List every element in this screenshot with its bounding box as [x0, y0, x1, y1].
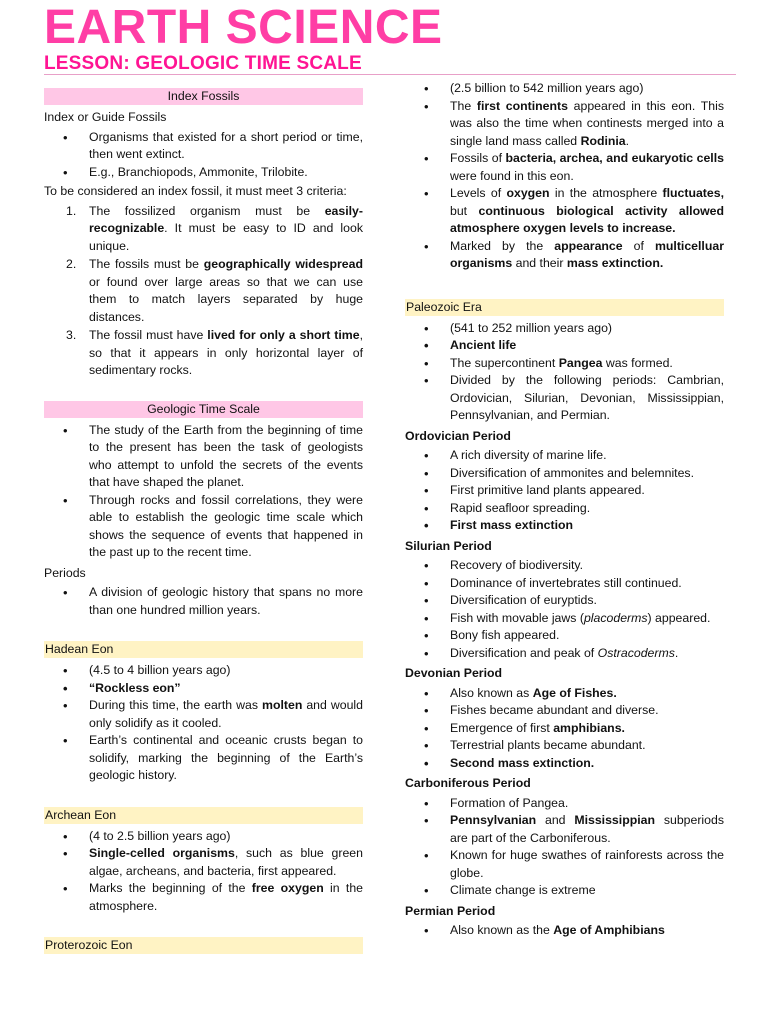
list-item: • E.g., Branchiopods, Ammonite, Trilobite. [44, 164, 363, 182]
bold-span: geographically widespread [203, 257, 363, 271]
list-item: • Recovery of biodiversity. [405, 557, 724, 575]
bold-span: Pennsylvanian [450, 813, 537, 827]
permian-list [405, 922, 724, 940]
bold-span: Pangea [558, 355, 603, 370]
text-span: The supercontinent [450, 355, 559, 370]
bold-span: Rodinia [580, 133, 626, 148]
list-item: • Through rocks and fossil correlations, they were able to establish the geologic time scale which shows the sequence of events that happened in the past up to the recent time. [44, 492, 363, 562]
ordovician-list [405, 447, 724, 535]
devonian-list [405, 685, 724, 773]
text-span: Also known as [450, 685, 533, 700]
list-number: 1. [66, 203, 77, 218]
bold-span: fluctuates, [662, 186, 724, 200]
list-item [44, 880, 363, 915]
bold-span: continuous biological activity allowed atmosphere oxygen levels to increase. [450, 203, 725, 235]
list-item: • Known for huge swathes of rainforests across the globe. [405, 847, 724, 882]
gts-list [44, 422, 363, 562]
list-item: • (2.5 billion to 542 million years ago) [405, 80, 724, 98]
archean-eon-bar: Archean Eon [44, 807, 363, 824]
proterozoic-eon-bar: Proterozoic Eon [44, 937, 363, 954]
geologic-time-scale-bar: Geologic Time Scale [44, 401, 363, 418]
list-item: • Formation of Pangea. [405, 795, 724, 813]
bold-span: free oxygen [251, 881, 324, 895]
carboniferous-heading: Carboniferous Period [405, 776, 531, 790]
carboniferous-list [405, 795, 724, 900]
text-span: , so that it appears in only horizontal layer of sedimentary rocks. [89, 328, 363, 377]
hadean-list [44, 662, 363, 785]
italic-span: Ostracoderms [597, 645, 675, 660]
text-span: , such as blue green algae, archeans, and bacteria, first appeared. [89, 846, 363, 878]
list-item [405, 720, 724, 738]
bold-span: molten [262, 698, 303, 712]
bold-span: Age of Fishes. [532, 685, 617, 700]
bold-span: easily-recognizable [89, 203, 363, 235]
list-item: • Diversification of euryptids. [405, 592, 724, 610]
text-span: Marked by the [450, 238, 555, 253]
list-item: • Rapid seafloor spreading. [405, 500, 724, 518]
lesson-subtitle: LESSON: GEOLOGIC TIME SCALE [44, 53, 362, 74]
list-item [405, 922, 724, 940]
text-span: Also known as the [450, 923, 554, 937]
text-span: The [450, 98, 477, 113]
document-header [44, 2, 443, 74]
list-item [405, 150, 724, 185]
ordovician-heading: Ordovician Period [405, 428, 511, 443]
list-item [405, 645, 724, 663]
list-item: • A division of geologic history that spans no more than one hundred million years. [44, 584, 363, 619]
right-column [405, 80, 724, 942]
text-span: subperiods are part of the Carboniferous. [450, 813, 724, 845]
text-span: ) appeared. [647, 610, 711, 625]
list-item: • A rich diversity of marine life. [405, 447, 724, 465]
list-item: • Dominance of invertebrates still continued. [405, 575, 724, 593]
index-fossils-heading: Index or Guide Fossils [44, 110, 167, 124]
list-item: • Divided by the following periods: Cambrian, Ordovician, Silurian, Devonian, Mississippian, Pennsylvanian, and Permian. [405, 372, 724, 425]
text-span: The fossils must be [89, 257, 204, 271]
text-span: Fossils of [450, 151, 506, 165]
text-span: Marks the beginning of the [89, 881, 252, 895]
text-span: Emergence of first [450, 720, 554, 735]
list-item [405, 610, 724, 628]
criteria-list [44, 203, 363, 380]
list-item: • (4.5 to 4 billion years ago) [44, 662, 363, 680]
list-item [44, 697, 363, 732]
list-item [405, 238, 724, 273]
silurian-heading: Silurian Period [405, 538, 492, 553]
index-fossils-bar: Index Fossils [44, 88, 363, 105]
text-span: and their [512, 256, 567, 270]
list-item: • Ancient life [405, 337, 724, 355]
list-item: • First primitive land plants appeared. [405, 482, 724, 500]
text-span: Levels of [450, 186, 507, 200]
bold-span: multicelluar organisms [450, 238, 724, 270]
list-item: • Earth’s continental and oceanic crusts began to solidify, marking the beginning of the Earth’s geologic history. [44, 732, 363, 785]
list-item: • (4 to 2.5 billion years ago) [44, 828, 363, 846]
list-item: • Second mass extinction. [405, 755, 724, 773]
bold-span: first continents [476, 98, 568, 113]
list-item [44, 256, 363, 326]
list-item [44, 845, 363, 880]
left-column [44, 86, 363, 958]
list-item: • Diversification of ammonites and belemnites. [405, 465, 724, 483]
proterozoic-list [405, 80, 724, 273]
bold-span: mass extinction. [566, 256, 664, 270]
text-span: The fossilized organism must be [89, 203, 325, 218]
bold-span: lived for only a short time [207, 328, 360, 342]
text-span: Diversification and peak of [450, 645, 598, 660]
list-item: • Climate change is extreme [405, 882, 724, 900]
list-item: • First mass extinction [405, 517, 724, 535]
list-item [405, 685, 724, 703]
criteria-intro: To be considered an index fossil, it must meet 3 criteria: [44, 184, 347, 198]
list-item [44, 327, 363, 380]
bold-span: Single-celled organisms [89, 846, 235, 860]
text-span: were found in this eon. [450, 168, 574, 183]
bold-span: oxygen [506, 186, 550, 200]
periods-list [44, 584, 363, 619]
page-title: EARTH SCIENCE [44, 1, 443, 54]
list-item [405, 185, 724, 238]
paleozoic-era-bar: Paleozoic Era [405, 299, 724, 316]
bold-span: bacteria, archea, and eukaryotic cells [505, 151, 724, 165]
text-span: Fish with movable jaws ( [450, 610, 584, 625]
text-span: The fossil must have [89, 328, 208, 342]
periods-heading: Periods [44, 565, 86, 580]
list-item: • Fishes became abundant and diverse. [405, 702, 724, 720]
list-number: 3. [66, 328, 77, 342]
text-span: and [536, 813, 575, 827]
text-span: in the atmosphere. [89, 881, 363, 913]
silurian-list [405, 557, 724, 662]
devonian-heading: Devonian Period [405, 666, 503, 680]
list-item [405, 812, 724, 847]
text-span: During this time, the earth was [89, 698, 263, 712]
bold-span: Age of Amphibians [553, 923, 665, 937]
list-item: • Organisms that existed for a short period or time, then went extinct. [44, 129, 363, 164]
text-span: . [625, 133, 630, 148]
list-item [405, 355, 724, 373]
list-number: 2. [66, 257, 77, 271]
header-divider [44, 74, 736, 75]
permian-heading: Permian Period [405, 903, 496, 918]
bold-span: appearance [554, 238, 623, 253]
text-span: in the atmosphere [549, 186, 663, 200]
bold-span: Mississippian [574, 813, 655, 827]
list-item [44, 203, 363, 256]
text-span: or found over large areas so that we can use them to match layers separated by huge distances. [89, 274, 363, 324]
text-span: appeared in this eon. This was also the time when continests merged into a single land mass called [450, 98, 724, 148]
text-span: . [674, 645, 679, 660]
text-span: was formed. [602, 355, 673, 370]
text-span: of [622, 238, 655, 253]
text-span: . It must be easy to ID and look unique. [89, 221, 363, 253]
index-fossils-list [44, 129, 363, 182]
list-item: • (541 to 252 million years ago) [405, 320, 724, 338]
bold-span: amphibians. [553, 720, 625, 735]
list-item: • The study of the Earth from the beginning of time to the present has been the task of geologists who attempt to unfold the secrets of the events that have shaped the planet. [44, 422, 363, 492]
hadean-eon-bar: Hadean Eon [44, 641, 363, 658]
text-span: and would only solidify as it cooled. [89, 698, 363, 730]
paleozoic-list [405, 320, 724, 425]
archean-list [44, 828, 363, 916]
list-item: • “Rockless eon” [44, 680, 363, 698]
text-span: but [450, 203, 479, 218]
list-item [405, 98, 724, 151]
list-item: • Bony fish appeared. [405, 627, 724, 645]
list-item: • Terrestrial plants became abundant. [405, 737, 724, 755]
italic-span: placoderms [583, 610, 648, 625]
